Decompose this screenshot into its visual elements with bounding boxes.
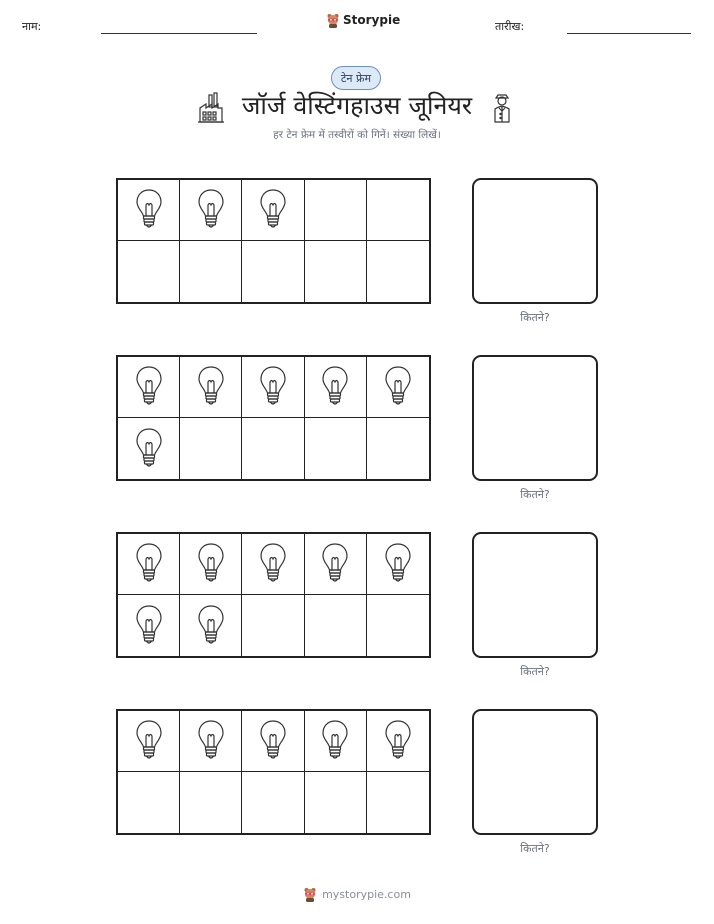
ten-frame-cell (180, 241, 242, 302)
ten-frame-cell (367, 241, 429, 302)
ten-frame-cell (305, 595, 367, 656)
ten-frame-cell (242, 418, 304, 479)
topic-badge: टेन फ्रेम (331, 66, 381, 90)
ten-frame-cell (367, 595, 429, 656)
inventor-icon (488, 92, 516, 124)
light-bulb-icon (134, 603, 164, 649)
ten-frame-cell (180, 180, 242, 241)
date-label: तारीख: (495, 20, 525, 33)
worksheet-title: जॉर्ज वेस्टिंगहाउस जूनियर (241, 91, 473, 120)
ten-frame-cell (367, 711, 429, 772)
light-bulb-icon (258, 364, 288, 410)
light-bulb-icon (258, 541, 288, 587)
light-bulb-icon (196, 364, 226, 410)
ten-frame (116, 178, 431, 304)
ten-frame-cell (305, 241, 367, 302)
ten-frame-cell (305, 711, 367, 772)
ten-frame-cell (305, 418, 367, 479)
ten-frame (116, 532, 431, 658)
brand (326, 12, 400, 28)
footer-url[interactable]: mystorypie.com (322, 887, 411, 901)
ten-frame-cell (367, 418, 429, 479)
name-line[interactable] (101, 33, 257, 34)
light-bulb-icon (134, 541, 164, 587)
light-bulb-icon (383, 364, 413, 410)
ten-frame-cell (118, 711, 180, 772)
ten-frame-cell (180, 357, 242, 418)
ten-frame-cell (367, 534, 429, 595)
ten-frame-cell (118, 534, 180, 595)
footer (0, 886, 714, 902)
date-line[interactable] (567, 33, 691, 34)
ten-frame (116, 355, 431, 481)
ten-frame-cell (180, 534, 242, 595)
ten-frame-cell (180, 711, 242, 772)
ten-frame-cell (118, 418, 180, 479)
light-bulb-icon (320, 364, 350, 410)
ten-frame-cell (305, 772, 367, 833)
ten-frame-cell (180, 772, 242, 833)
brand-name: Storypie (343, 13, 401, 27)
answer-label: कितने? (520, 311, 550, 324)
ten-frame-cell (118, 357, 180, 418)
ten-frame-cell (305, 534, 367, 595)
light-bulb-icon (383, 541, 413, 587)
name-label: नाम: (22, 20, 42, 33)
storypie-logo-icon (326, 12, 340, 28)
ten-frame (116, 709, 431, 835)
light-bulb-icon (196, 718, 226, 764)
light-bulb-icon (196, 187, 226, 233)
ten-frame-cell (242, 357, 304, 418)
ten-frame-cell (118, 180, 180, 241)
answer-box[interactable] (472, 178, 598, 304)
ten-frame-cell (242, 595, 304, 656)
ten-frame-cell (242, 534, 304, 595)
ten-frame-cell (242, 241, 304, 302)
light-bulb-icon (134, 364, 164, 410)
ten-frame-cell (242, 711, 304, 772)
ten-frame-cell (118, 772, 180, 833)
ten-frame-cell (180, 418, 242, 479)
answer-label: कितने? (520, 665, 550, 678)
instruction-text: हर टेन फ्रेम में तस्वीरों को गिनें। संख्या लिखें। (273, 129, 441, 141)
ten-frame-cell (180, 595, 242, 656)
light-bulb-icon (258, 187, 288, 233)
answer-box[interactable] (472, 355, 598, 481)
answer-box[interactable] (472, 532, 598, 658)
ten-frame-cell (367, 357, 429, 418)
answer-label: कितने? (520, 488, 550, 501)
storypie-logo-icon (303, 886, 317, 902)
light-bulb-icon (196, 603, 226, 649)
ten-frame-cell (242, 772, 304, 833)
ten-frame-cell (305, 357, 367, 418)
ten-frame-cell (367, 772, 429, 833)
light-bulb-icon (134, 426, 164, 472)
light-bulb-icon (258, 718, 288, 764)
ten-frame-cell (118, 241, 180, 302)
ten-frame-cell (242, 180, 304, 241)
light-bulb-icon (196, 541, 226, 587)
ten-frame-cell (305, 180, 367, 241)
ten-frame-cell (367, 180, 429, 241)
light-bulb-icon (383, 718, 413, 764)
light-bulb-icon (320, 541, 350, 587)
answer-box[interactable] (472, 709, 598, 835)
light-bulb-icon (134, 187, 164, 233)
light-bulb-icon (134, 718, 164, 764)
light-bulb-icon (320, 718, 350, 764)
ten-frame-cell (118, 595, 180, 656)
answer-label: कितने? (520, 842, 550, 855)
